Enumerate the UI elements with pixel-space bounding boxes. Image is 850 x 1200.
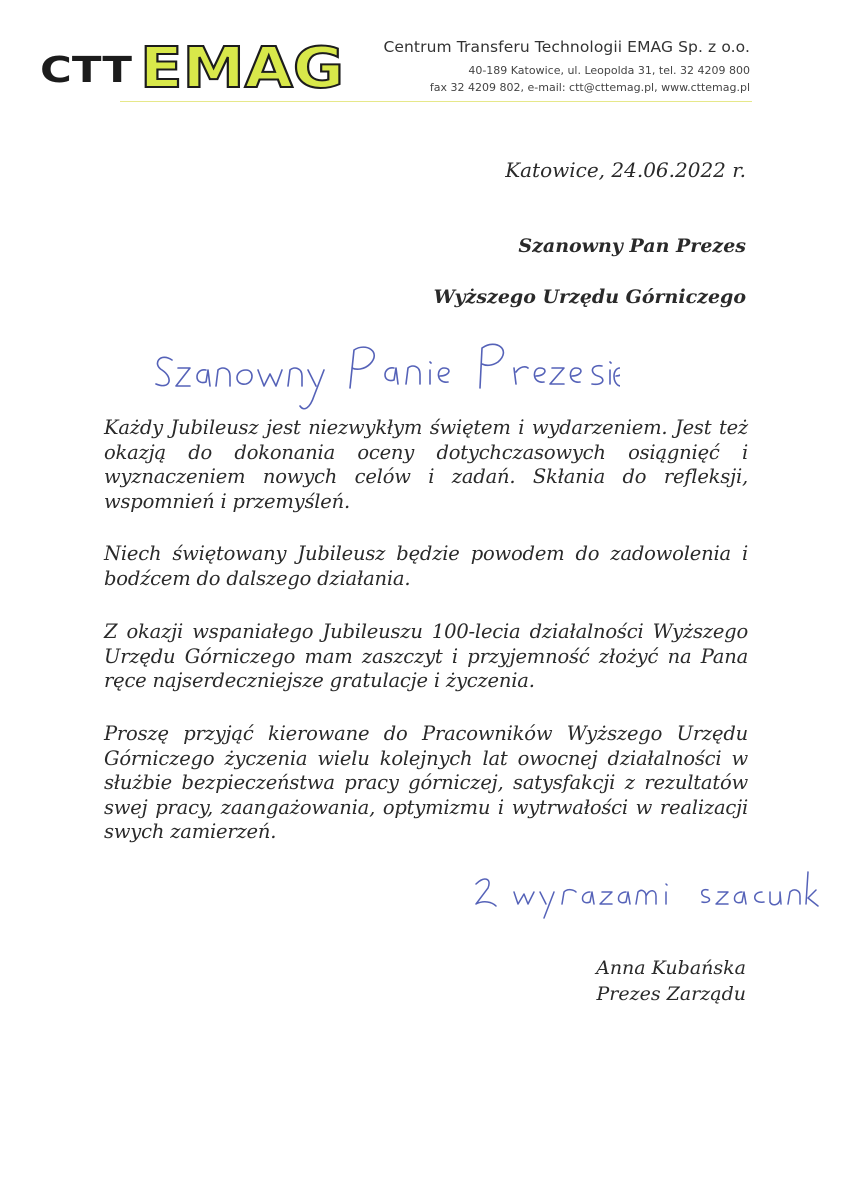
paragraph-4: Proszę przyjąć kierowane do Pracowników Wyższego Urzędu Górniczego życzenia wielu kolejnych lat owocnej działalności w służbie bezpieczeństwa pracy górniczej, satysfakcji z rezultatów swej pracy, zaangażowania, optymizmu i wytrwałości w realizacji swych zamierzeń. xyxy=(104,722,748,843)
recipient-line-1: Szanowny Pan Prezes xyxy=(518,235,746,257)
paragraph-3: Z okazji wspaniałego Jubileuszu 100-lecia działalności Wyższego Urzędu Górniczego mam zaszczyt i przyjemność złożyć na Pana ręce najserdeczniejsze gratulacje i życzenia. xyxy=(104,620,748,692)
company-contact: fax 32 4209 802, e-mail: ctt@cttemag.pl, www.cttemag.pl xyxy=(429,81,750,94)
signature-title: Prezes Zarządu xyxy=(596,983,746,1005)
handwritten-closing xyxy=(470,862,820,927)
company-address: 40-189 Katowice, ul. Leopolda 31, tel. 32 4209 800 xyxy=(468,64,750,77)
company-name: Centrum Transferu Technologii EMAG Sp. z o.o. xyxy=(383,38,750,56)
paragraph-2: Niech świętowany Jubileusz będzie powodem do zadowolenia i bodźcem do dalszego działania. xyxy=(104,542,748,590)
handwritten-greeting xyxy=(150,330,620,415)
letter-date: Katowice, 24.06.2022 r. xyxy=(505,158,746,182)
paragraph-1: Każdy Jubileusz jest niezwykłym świętem i wydarzeniem. Jest też okazją do dokonania oceny dotychczasowych osiągnięć i wyznaczeniem nowych celów i zadań. Skłania do refleksji, wspomnień i przemyśleń. xyxy=(104,416,748,513)
recipient-line-2: Wyższego Urzędu Górniczego xyxy=(433,286,746,308)
logo-ctt-text: CTT xyxy=(40,50,133,91)
company-details xyxy=(383,38,750,96)
header-divider xyxy=(120,101,752,102)
signature-name: Anna Kubańska xyxy=(596,957,746,979)
logo-emag-text: EMAG xyxy=(140,40,344,92)
company-logo xyxy=(38,40,348,92)
